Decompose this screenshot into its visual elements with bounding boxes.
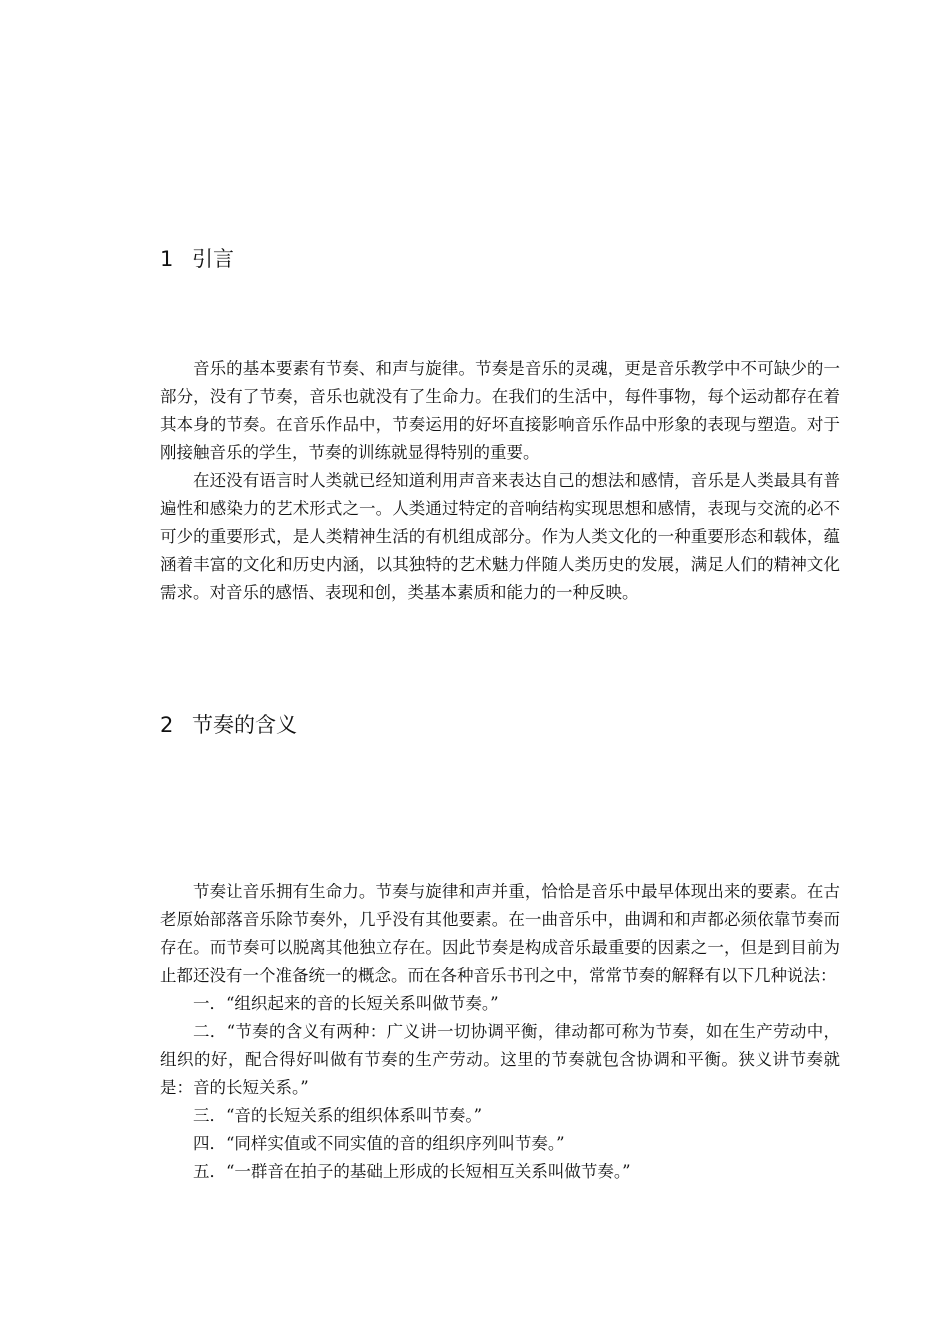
list-item: 二．“节奏的含义有两种：广义讲一切协调平衡，律动都可称为节奏，如在生产劳动中，组织的好，配合得好叫做有节奏的生产劳动。这里的节奏就包含协调和平衡。狭义讲节奏就是：音的长短关系。”: [160, 1022, 840, 1097]
section-1-number: 1: [160, 247, 174, 271]
list-item: 一．“组织起来的音的长短关系叫做节奏。”: [193, 994, 499, 1013]
section-2-number: 2: [160, 713, 174, 737]
list-item: 四．“同样实值或不同实值的音的组织序列叫节奏。”: [193, 1134, 565, 1153]
paragraph: 节奏让音乐拥有生命力。节奏与旋律和声并重，恰恰是音乐中最早体现出来的要素。在古老原始部落音乐除节奏外，几乎没有其他要素。在一曲音乐中，曲调和和声都必须依靠节奏而存在。而节奏可以脱离其他独立存在。因此节奏是构成音乐最重要的因素之一，但是到目前为止都还没有一个准备统一的概念。而在各种音乐书刊之中，常常节奏的解释有以下几种说法：: [160, 882, 840, 985]
section-2-title: 节奏的含义: [192, 713, 297, 737]
list-item: 五．“一群音在拍子的基础上形成的长短相互关系叫做节奏。”: [193, 1162, 631, 1181]
section-2-heading: [160, 711, 297, 739]
section-2-body: [160, 878, 840, 1186]
paragraph: 音乐的基本要素有节奏、和声与旋律。节奏是音乐的灵魂，更是音乐教学中不可缺少的一部分，没有了节奏，音乐也就没有了生命力。在我们的生活中，每件事物，每个运动都存在着其本身的节奏。在音乐作品中，节奏运用的好坏直接影响音乐作品中形象的表现与塑造。对于刚接触音乐的学生，节奏的训练就显得特别的重要。: [160, 359, 840, 462]
section-1-title: 引言: [192, 247, 234, 271]
section-1-body: [160, 355, 840, 607]
paragraph: 在还没有语言时人类就已经知道利用声音来表达自己的想法和感情，音乐是人类最具有普遍性和感染力的艺术形式之一。人类通过特定的音响结构实现思想和感情，表现与交流的必不可少的重要形式，是人类精神生活的有机组成部分。作为人类文化的一种重要形态和载体，蕴涵着丰富的文化和历史内涵，以其独特的艺术魅力伴随人类历史的发展，满足人们的精神文化需求。对音乐的感悟、表现和创，类基本素质和能力的一种反映。: [160, 471, 840, 602]
section-1-heading: [160, 245, 234, 273]
list-item: 三．“音的长短关系的组织体系叫节奏。”: [193, 1106, 483, 1125]
